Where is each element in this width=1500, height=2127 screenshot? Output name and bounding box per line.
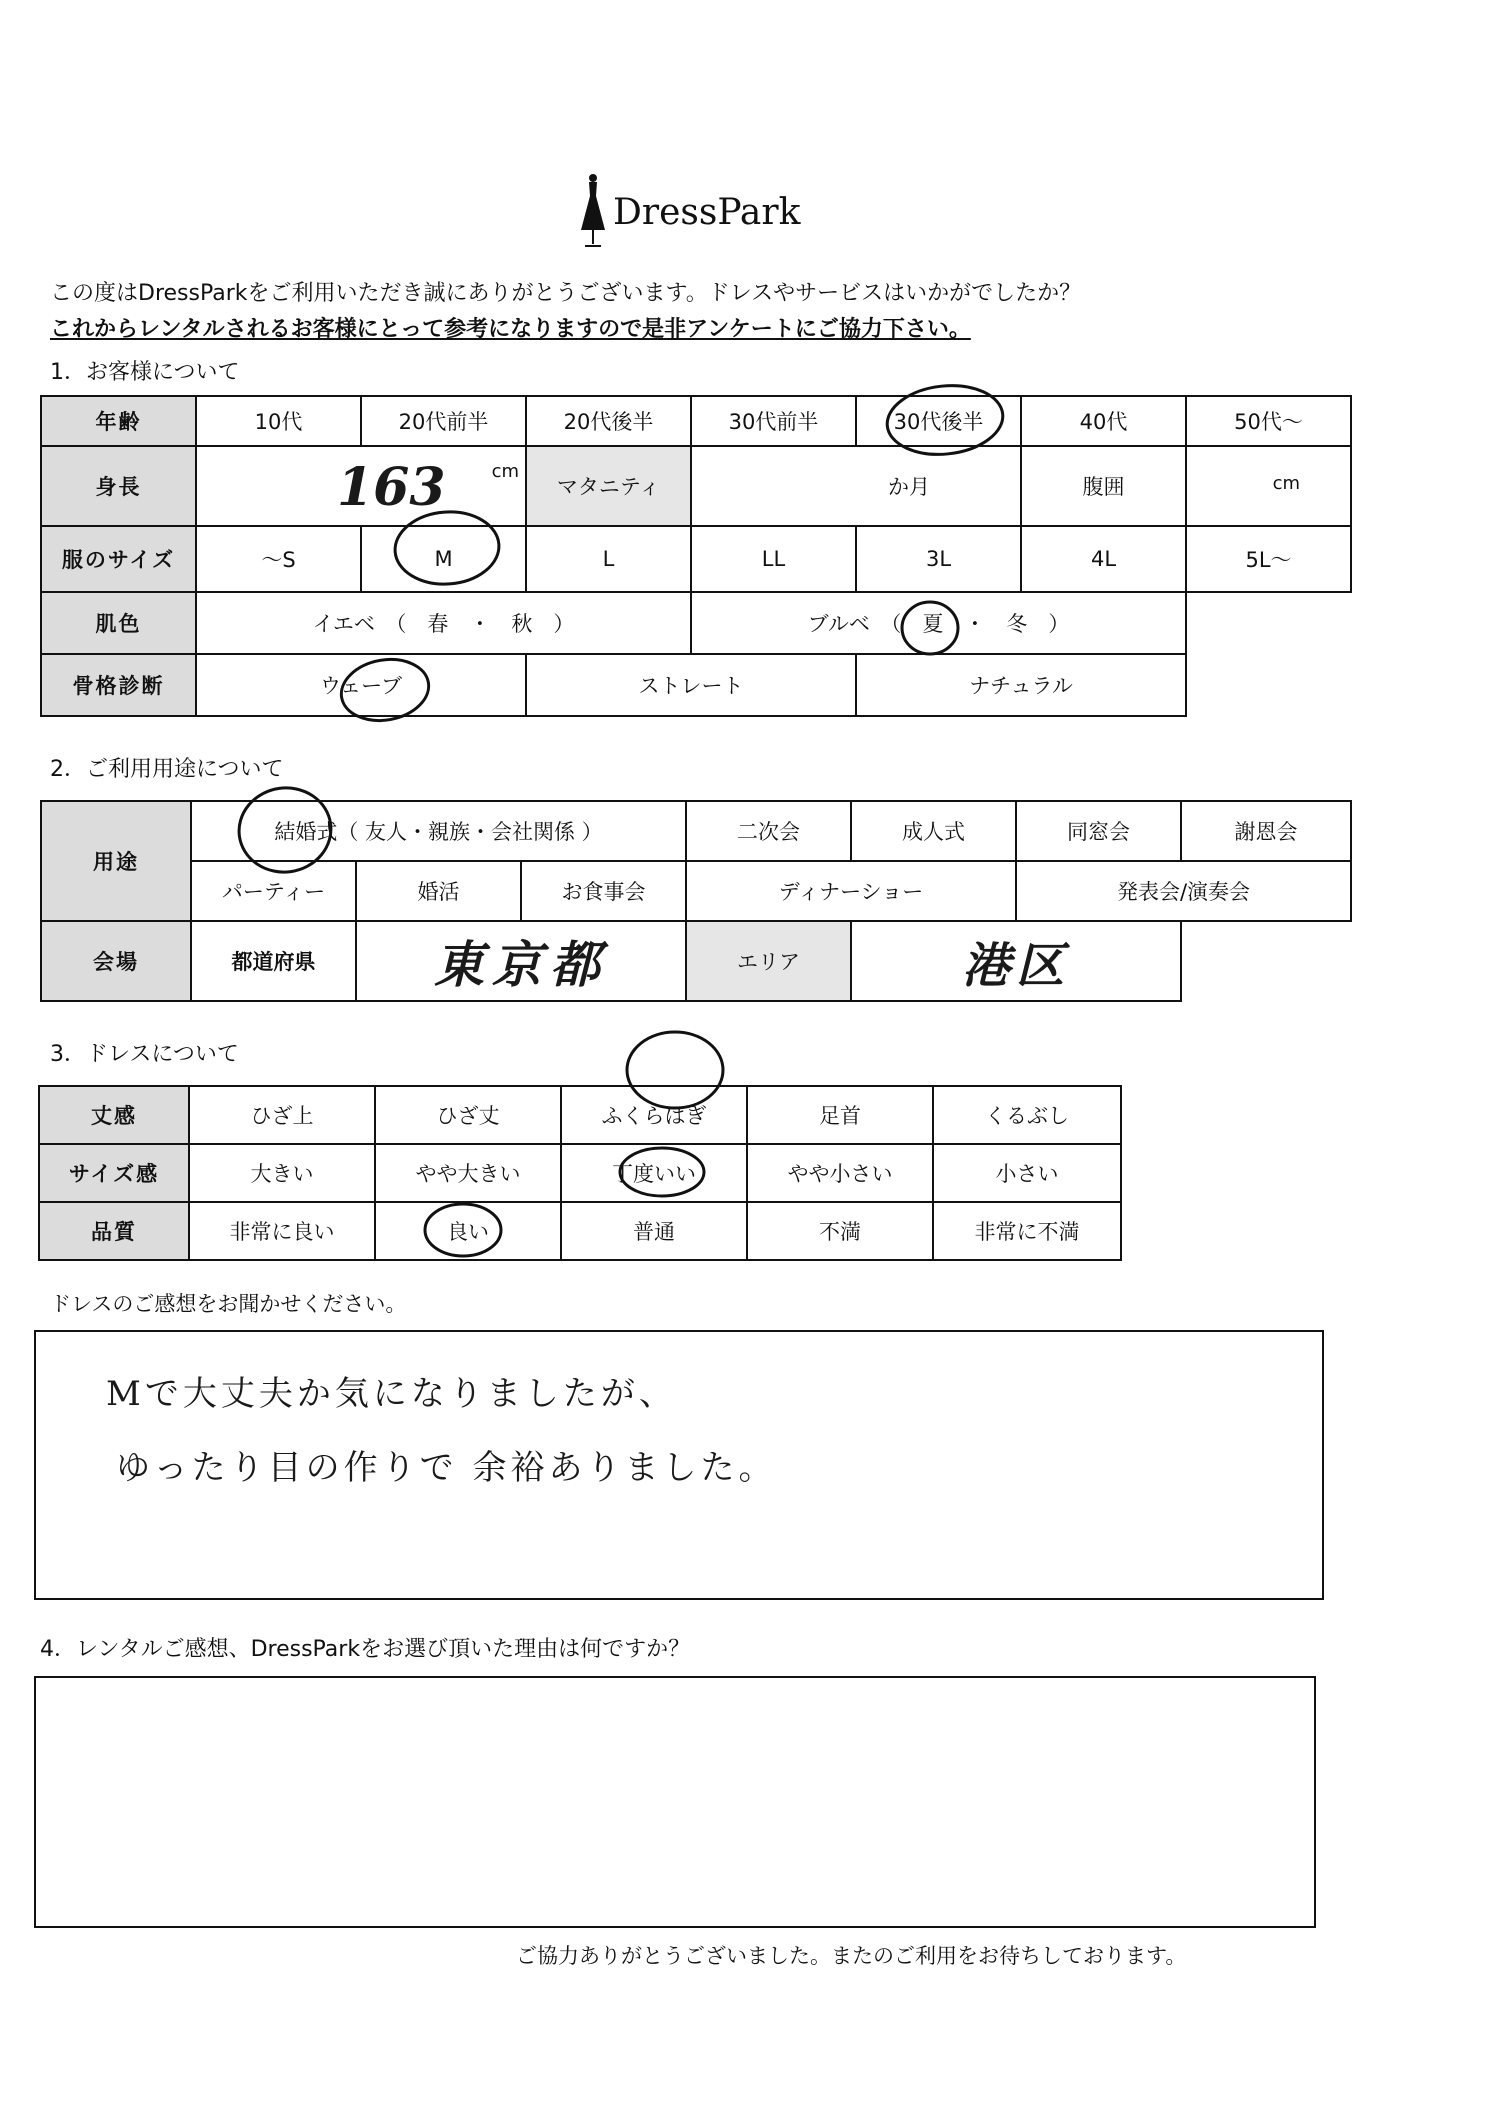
length-option[interactable]: 足首 xyxy=(747,1086,933,1144)
length-row xyxy=(39,1086,1121,1144)
venue-label: 会場 xyxy=(41,921,191,1001)
size-option[interactable]: 5L～ xyxy=(1186,526,1351,592)
frame-option[interactable]: ナチュラル xyxy=(856,654,1186,716)
purpose-label: 用途 xyxy=(41,801,191,921)
thanks-message: ご協力ありがとうございました。またのご利用をお待ちしております。 xyxy=(516,1944,1187,1968)
section-4-title: 4．レンタルご感想、DressParkをお選び頂いた理由は何ですか？ xyxy=(40,1637,691,1662)
height-label: 身長 xyxy=(41,446,196,526)
impression-line-2: ゆったり目の作りで 余裕ありました。 xyxy=(116,1448,777,1488)
reason-box[interactable] xyxy=(34,1676,1316,1928)
purpose-row-2 xyxy=(41,861,1351,921)
purpose-option[interactable]: 成人式 xyxy=(851,801,1016,861)
size-option-selected[interactable]: M xyxy=(361,526,526,592)
brand-logo xyxy=(575,168,815,258)
size-label: 服のサイズ xyxy=(41,526,196,592)
age-option[interactable]: 30代前半 xyxy=(691,396,856,446)
area-label: エリア xyxy=(686,921,851,1001)
age-row xyxy=(41,396,1351,446)
frame-option[interactable]: ストレート xyxy=(526,654,856,716)
intro-line-2: これからレンタルされるお客様にとって参考になりますので是非アンケートにご協力下さい。 xyxy=(50,317,971,342)
prefecture-label: 都道府県 xyxy=(191,921,356,1001)
section-3-title: 3．ドレスについて xyxy=(50,1042,239,1067)
size-option[interactable]: L xyxy=(526,526,691,592)
purpose-option-selected[interactable]: 結婚式（ 友人・親族・会社関係 ） xyxy=(191,801,686,861)
purpose-option[interactable]: パーティー xyxy=(191,861,356,921)
waist-unit: cm xyxy=(1272,473,1300,494)
quality-label: 品質 xyxy=(39,1202,189,1260)
purpose-option[interactable]: 謝恩会 xyxy=(1181,801,1351,861)
fit-row xyxy=(39,1144,1121,1202)
waist-label: 腹囲 xyxy=(1021,446,1186,526)
height-unit: cm xyxy=(491,461,519,482)
brand-name: DressPark xyxy=(613,192,801,233)
age-option-selected[interactable]: 30代後半 xyxy=(856,396,1021,446)
months-unit: か月 xyxy=(888,475,930,499)
quality-option[interactable]: 非常に良い xyxy=(189,1202,375,1260)
length-option[interactable]: くるぶし xyxy=(933,1086,1121,1144)
purpose-option[interactable]: 二次会 xyxy=(686,801,851,861)
intro-line-1: この度はDressParkをご利用いただき誠にありがとうございます。ドレスやサービスはいかがでしたか？ xyxy=(50,281,1082,306)
length-label: 丈感 xyxy=(39,1086,189,1144)
section-1-title: 1．お客様について xyxy=(50,360,240,385)
length-option-selected[interactable]: ふくらはぎ xyxy=(561,1086,747,1144)
size-option[interactable]: 4L xyxy=(1021,526,1186,592)
quality-option[interactable]: 普通 xyxy=(561,1202,747,1260)
impression-prompt: ドレスのご感想をお聞かせください。 xyxy=(50,1292,407,1316)
height-row xyxy=(41,446,1351,526)
size-option[interactable]: LL xyxy=(691,526,856,592)
fit-option[interactable]: 小さい xyxy=(933,1144,1121,1202)
fit-label: サイズ感 xyxy=(39,1144,189,1202)
impression-line-1: Mで大丈夫か気になりましたが、 xyxy=(106,1374,677,1414)
prefecture-value[interactable]: 東京都 xyxy=(356,921,686,1001)
age-option[interactable]: 20代前半 xyxy=(361,396,526,446)
customer-table xyxy=(40,395,1352,717)
size-row xyxy=(41,526,1351,592)
length-option[interactable]: ひざ上 xyxy=(189,1086,375,1144)
dress-table xyxy=(38,1085,1122,1261)
size-option[interactable]: 3L xyxy=(856,526,1021,592)
purpose-row-1 xyxy=(41,801,1351,861)
age-option[interactable]: 20代後半 xyxy=(526,396,691,446)
purpose-option[interactable]: 婚活 xyxy=(356,861,521,921)
age-option[interactable]: 50代～ xyxy=(1186,396,1351,446)
impression-box[interactable] xyxy=(34,1330,1324,1600)
maternity-months-field[interactable] xyxy=(691,446,1021,526)
venue-row xyxy=(41,921,1351,1001)
purpose-option[interactable]: 発表会/演奏会 xyxy=(1016,861,1351,921)
waist-field[interactable] xyxy=(1186,446,1351,526)
area-value[interactable]: 港区 xyxy=(851,921,1181,1001)
size-option[interactable]: ～S xyxy=(196,526,361,592)
frame-label: 骨格診断 xyxy=(41,654,196,716)
purpose-option[interactable]: 同窓会 xyxy=(1016,801,1181,861)
age-label: 年齢 xyxy=(41,396,196,446)
dress-icon xyxy=(575,172,611,252)
age-option[interactable]: 40代 xyxy=(1021,396,1186,446)
fit-option-selected[interactable]: 丁度いい xyxy=(561,1144,747,1202)
quality-option[interactable]: 非常に不満 xyxy=(933,1202,1121,1260)
section-2-title: 2．ご利用用途について xyxy=(50,757,284,782)
fit-option[interactable]: 大きい xyxy=(189,1144,375,1202)
fit-option[interactable]: やや大きい xyxy=(375,1144,561,1202)
frame-option-selected[interactable]: ウェーブ xyxy=(196,654,526,716)
height-value: 163 xyxy=(337,457,446,518)
frame-row xyxy=(41,654,1351,716)
purpose-option[interactable]: お食事会 xyxy=(521,861,686,921)
skin-yellow-option[interactable]: イエベ （ 春 ・ 秋 ） xyxy=(196,592,691,654)
quality-option[interactable]: 不満 xyxy=(747,1202,933,1260)
skin-row xyxy=(41,592,1351,654)
fit-option[interactable]: やや小さい xyxy=(747,1144,933,1202)
purpose-table xyxy=(40,800,1352,1002)
maternity-label: マタニティ xyxy=(526,446,691,526)
skin-blue-option[interactable]: ブルベ （ 夏 ・ 冬 ） xyxy=(691,592,1186,654)
purpose-option[interactable]: ディナーショー xyxy=(686,861,1016,921)
quality-row xyxy=(39,1202,1121,1260)
quality-option-selected[interactable]: 良い xyxy=(375,1202,561,1260)
length-option[interactable]: ひざ丈 xyxy=(375,1086,561,1144)
skin-label: 肌色 xyxy=(41,592,196,654)
age-option[interactable]: 10代 xyxy=(196,396,361,446)
height-field[interactable] xyxy=(196,446,526,526)
